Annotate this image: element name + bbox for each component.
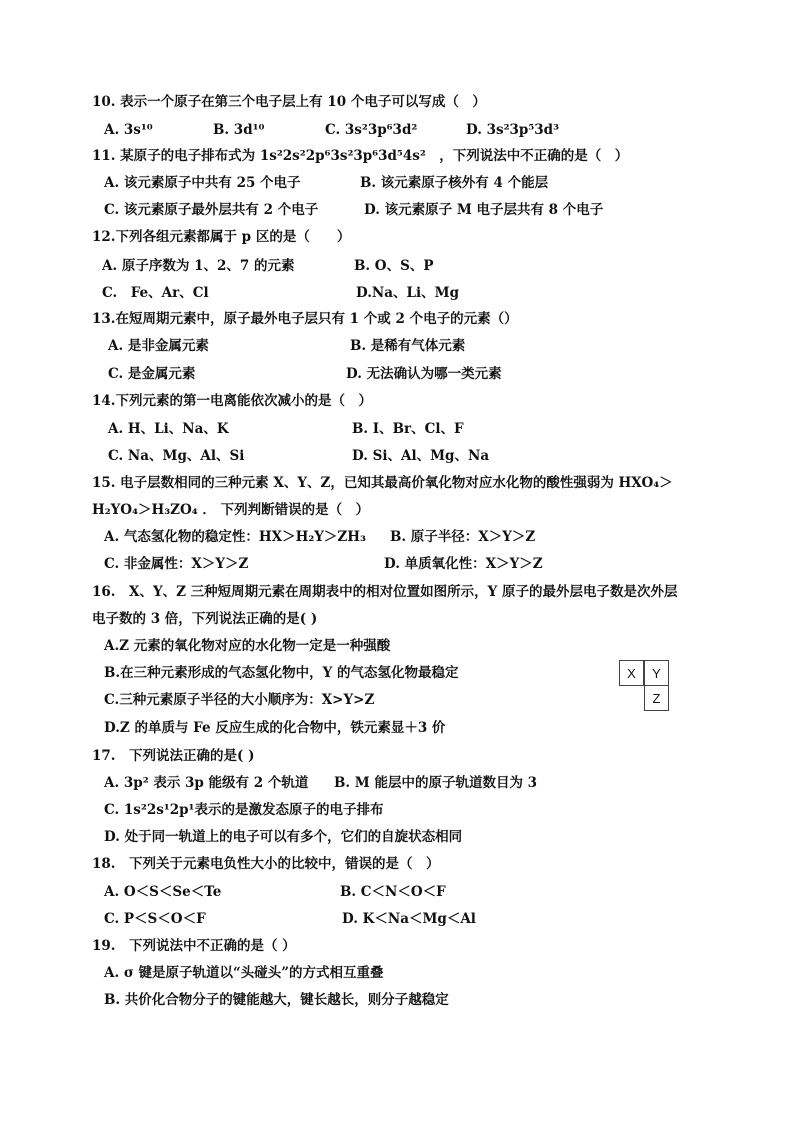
q17-option-a: A. 3p² 表示 3p 能级有 2 个轨道: [104, 775, 309, 791]
q12-option-c: C. Fe、Ar、Cl: [102, 285, 209, 301]
q18-option-d: D. K＜Na＜Mg＜Al: [342, 911, 476, 927]
q14-stem: 14.下列元素的第一电离能依次减小的是（ ）: [92, 393, 372, 409]
q18-option-b: B. C＜N＜O＜F: [340, 884, 446, 900]
q18-option-c: C. P＜S＜O＜F: [104, 911, 206, 927]
q13-option-b: B. 是稀有气体元素: [350, 338, 466, 354]
periodic-table-position-diagram: [619, 660, 671, 714]
q13-stem: 13.在短周期元素中，原子最外电子层只有 1 个或 2 个电子的元素（）: [92, 311, 518, 327]
q12-stem: 12.下列各组元素都属于 p 区的是（ ）: [92, 229, 351, 245]
q14-option-b: B. I、Br、Cl、F: [352, 421, 464, 437]
q12-option-d: D.Na、Li、Mg: [356, 285, 460, 301]
q16-stem-line2: 电子数的 3 倍，下列说法正确的是( ): [92, 611, 318, 627]
q13-option-a: A. 是非金属元素: [108, 338, 209, 354]
q15-option-b: B. 原子半径：X＞Y＞Z: [390, 529, 536, 545]
q16-stem-line1: 16. X、Y、Z 三种短周期元素在周期表中的相对位置如图所示，Y 原子的最外层电子数是次外层: [92, 584, 678, 600]
q14-option-a: A. H、Li、Na、K: [108, 421, 229, 437]
q16-option-c: C.三种元素原子半径的大小顺序为：X>Y>Z: [104, 692, 375, 708]
q19-stem: 19. 下列说法中不正确的是（ ）: [92, 938, 296, 954]
q13-option-d: D. 无法确认为哪一类元素: [346, 366, 502, 382]
q11-option-c: C. 该元素原子最外层共有 2 个电子: [104, 202, 319, 218]
grid-cell-x: X: [619, 660, 644, 686]
q13-option-c: C. 是金属元素: [108, 366, 196, 382]
q15-stem-line2: H₂YO₄＞H₃ZO₄ ． 下列判断错误的是（ ）: [92, 502, 370, 518]
q14-option-d: D. Si、Al、Mg、Na: [352, 448, 490, 464]
q17-option-c: C. 1s²2s¹2p¹表示的是激发态原子的电子排布: [104, 802, 384, 818]
q15-stem-line1: 15. 电子层数相同的三种元素 X、Y、Z，已知其最高价氧化物对应水化物的酸性强弱为 HXO₄＞: [92, 475, 673, 491]
q16-option-d: D.Z 的单质与 Fe 反应生成的化合物中，铁元素显＋3 价: [104, 720, 446, 736]
q16-option-a: A.Z 元素的氧化物对应的水化物一定是一种强酸: [104, 638, 391, 654]
q18-stem: 18. 下列关于元素电负性大小的比较中，错误的是（ ）: [92, 856, 440, 872]
q10-option-b: B. 3d¹⁰: [213, 122, 265, 138]
q10-stem: 10. 表示一个原子在第三个电子层上有 10 个电子可以写成（ ）: [92, 94, 486, 110]
q12-option-a: A. 原子序数为 1、2、7 的元素: [102, 258, 295, 274]
q11-option-d: D. 该元素原子 M 电子层共有 8 个电子: [364, 202, 604, 218]
q18-option-a: A. O＜S＜Se＜Te: [104, 884, 222, 900]
q11-stem: 11. 某原子的电子排布式为 1s²2s²2p⁶3s²3p⁶3d⁵4s² ，下列说法中不正确的是（ ）: [92, 148, 629, 164]
q10-option-d: D. 3s²3p⁵3d³: [466, 122, 560, 138]
q10-option-a: A. 3s¹⁰: [104, 122, 153, 138]
q19-option-a: A. σ 键是原子轨道以“头碰头”的方式相互重叠: [104, 965, 384, 981]
q17-option-d: D. 处于同一轨道上的电子可以有多个，它们的自旋状态相同: [104, 829, 463, 845]
q14-option-c: C. Na、Mg、Al、Si: [108, 448, 245, 464]
q11-option-a: A. 该元素原子中共有 25 个电子: [104, 175, 301, 191]
q15-option-d: D. 单质氧化性：X＞Y＞Z: [384, 556, 543, 572]
q17-stem: 17. 下列说法正确的是( ): [92, 748, 255, 764]
q12-option-b: B. O、S、P: [354, 258, 434, 274]
grid-cell-z: Z: [644, 685, 669, 711]
q19-option-b: B. 共价化合物分子的键能越大，键长越长，则分子越稳定: [104, 992, 449, 1008]
q11-option-b: B. 该元素原子核外有 4 个能层: [360, 175, 549, 191]
q16-option-b: B.在三种元素形成的气态氢化物中，Y 的气态氢化物最稳定: [104, 665, 459, 681]
grid-cell-y: Y: [644, 660, 669, 686]
q17-option-b: B. M 能层中的原子轨道数目为 3: [334, 775, 538, 791]
q10-option-c: C. 3s²3p⁶3d²: [325, 122, 418, 138]
q15-option-a: A. 气态氢化物的稳定性：HX＞H₂Y＞ZH₃: [104, 529, 366, 545]
q15-option-c: C. 非金属性：X＞Y＞Z: [104, 556, 249, 572]
